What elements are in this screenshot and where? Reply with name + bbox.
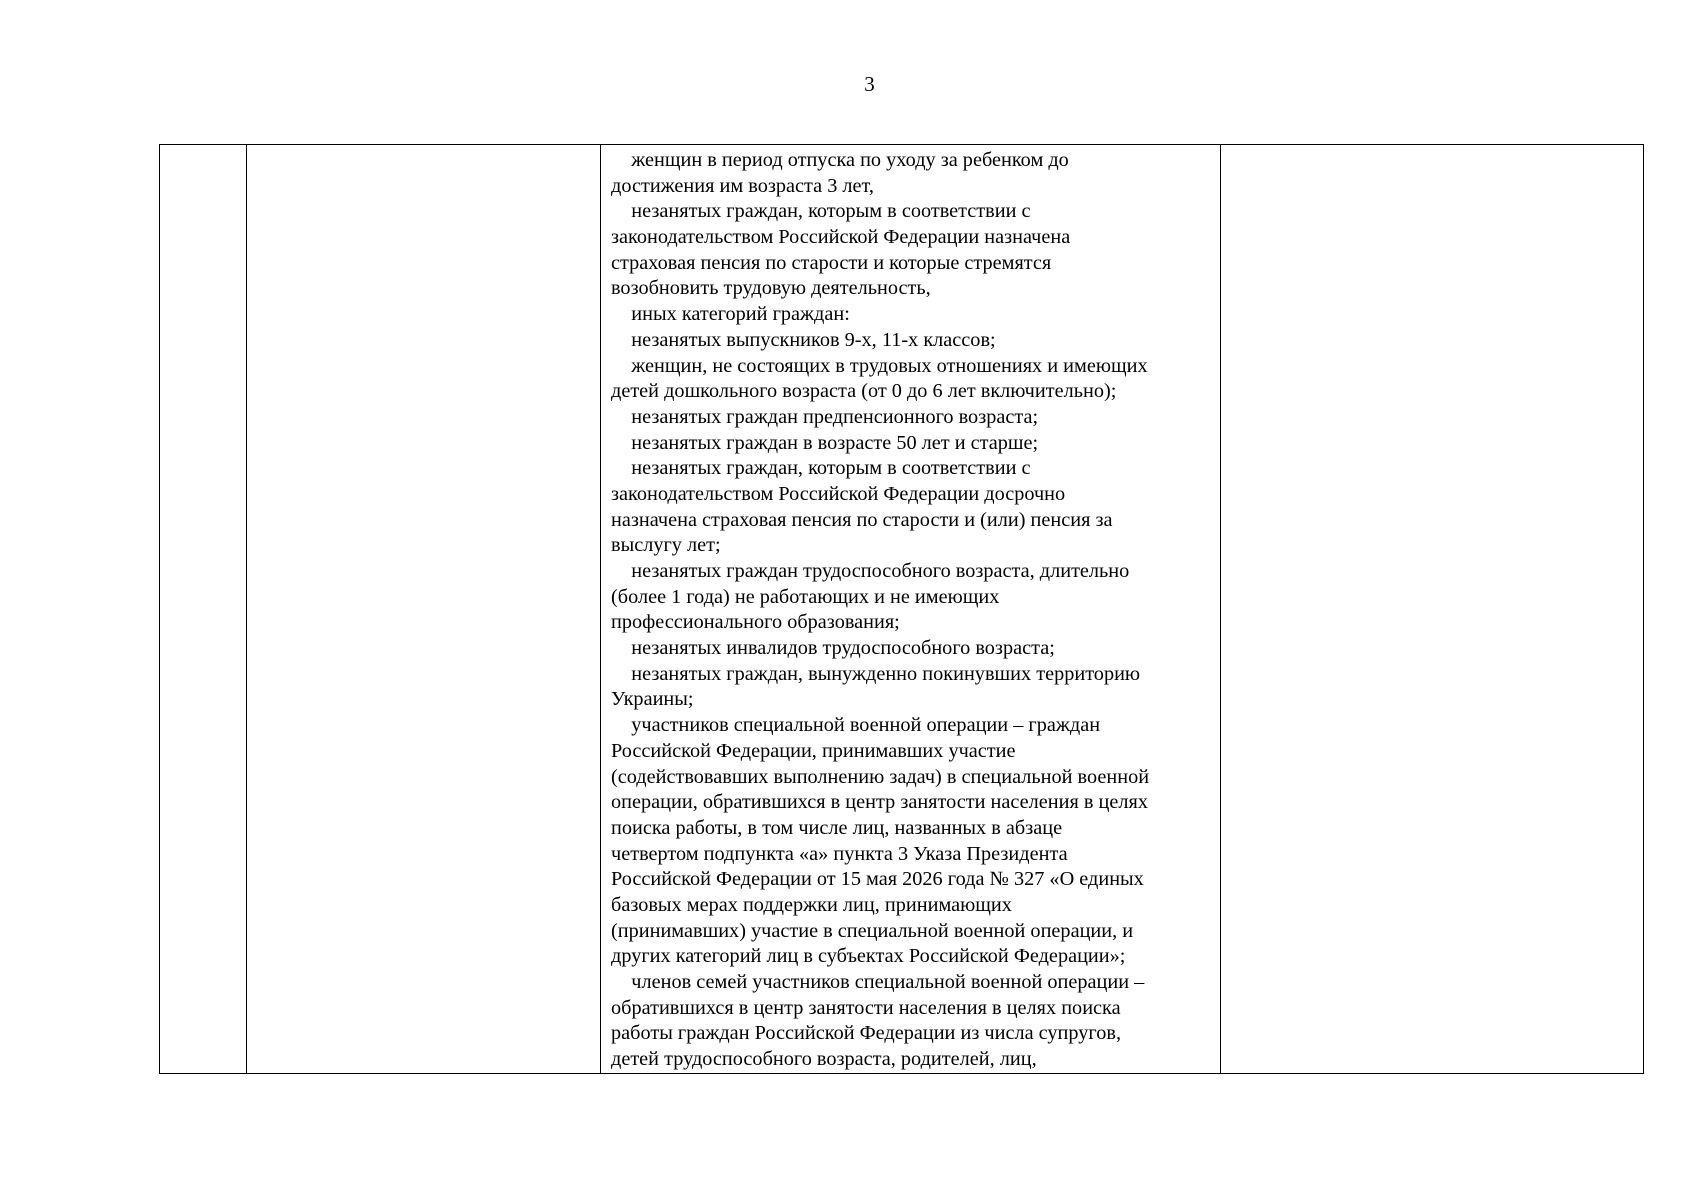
text-line: незанятых граждан, вынужденно покинувших территорию <box>611 662 1141 685</box>
text-line: Российской Федерации, принимавших участие <box>611 739 1016 762</box>
text-line: незанятых граждан, которым в соответствии с <box>611 457 1031 480</box>
text-line: профессионального образования; <box>611 611 900 634</box>
text-line: достижения им возраста 3 лет, <box>611 174 874 197</box>
text-line: незанятых инвалидов трудоспособного возраста; <box>611 637 1055 660</box>
text-line: членов семей участников специальной военной операции – <box>611 971 1145 993</box>
text-line: незанятых граждан предпенсионного возраста; <box>611 405 1039 428</box>
text-line: незанятых граждан, которым в соответствии с <box>611 200 1031 223</box>
text-line: законодательством Российской Федерации назначена <box>611 226 1071 249</box>
text-line: поиска работы, в том числе лиц, названных в абзаце <box>611 816 1063 839</box>
text-line: (более 1 года) не работающих и не имеющих <box>611 585 1000 608</box>
document-table <box>159 144 1644 1074</box>
table-cell-col3 <box>601 145 1221 1074</box>
text-line: страховая пенсия по старости и которые стремятся <box>611 251 1052 274</box>
table-cell-col1 <box>160 145 247 1074</box>
text-line: законодательством Российской Федерации досрочно <box>611 482 1066 505</box>
text-line: незанятых граждан в возрасте 50 лет и старше; <box>611 431 1039 454</box>
table-cell-col4 <box>1221 145 1644 1074</box>
text-line: базовых мерах поддержки лиц, принимающих <box>611 893 1012 916</box>
text-line: детей дошкольного возраста (от 0 до 6 лет включительно); <box>611 380 1117 403</box>
text-line: возобновить трудовую деятельность, <box>611 277 931 300</box>
table-row <box>160 145 1644 1074</box>
cell-paragraph-text <box>601 145 1220 1073</box>
text-line: других категорий лиц в субъектах Российской Федерации»; <box>611 945 1126 968</box>
text-line: работы граждан Российской Федерации из числа супругов, <box>611 1022 1122 1045</box>
text-line: иных категорий граждан: <box>611 303 850 326</box>
text-line: выслугу лет; <box>611 534 721 557</box>
text-line: детей трудоспособного возраста, родителей, лиц, <box>611 1048 1037 1071</box>
page-number: 3 <box>864 72 875 96</box>
text-line: назначена страховая пенсия по старости и (или) пенсия за <box>611 508 1113 531</box>
text-line: четвертом подпункта «а» пункта 3 Указа Президента <box>611 842 1068 865</box>
text-line: участников специальной военной операции – граждан <box>611 714 1101 737</box>
text-line: незанятых выпускников 9-х, 11-х классов; <box>611 328 996 351</box>
text-line: операции, обратившихся в центр занятости населения в целях <box>611 791 1148 814</box>
table-cell-col2 <box>247 145 601 1074</box>
text-line: Украины; <box>611 688 694 711</box>
text-line: женщин в период отпуска по уходу за ребенком до <box>611 149 1069 171</box>
text-line: обратившихся в центр занятости населения в целях поиска <box>611 996 1121 1019</box>
text-line: (принимавших) участие в специальной военной операции, и <box>611 919 1134 942</box>
text-line: женщин, не состоящих в трудовых отношениях и имеющих <box>611 354 1148 377</box>
text-line: Российской Федерации от 15 мая 2026 года № 327 «О единых <box>611 868 1144 891</box>
text-line: (содействовавших выполнению задач) в специальной военной <box>611 765 1150 788</box>
text-line: незанятых граждан трудоспособного возраста, длительно <box>611 560 1130 582</box>
